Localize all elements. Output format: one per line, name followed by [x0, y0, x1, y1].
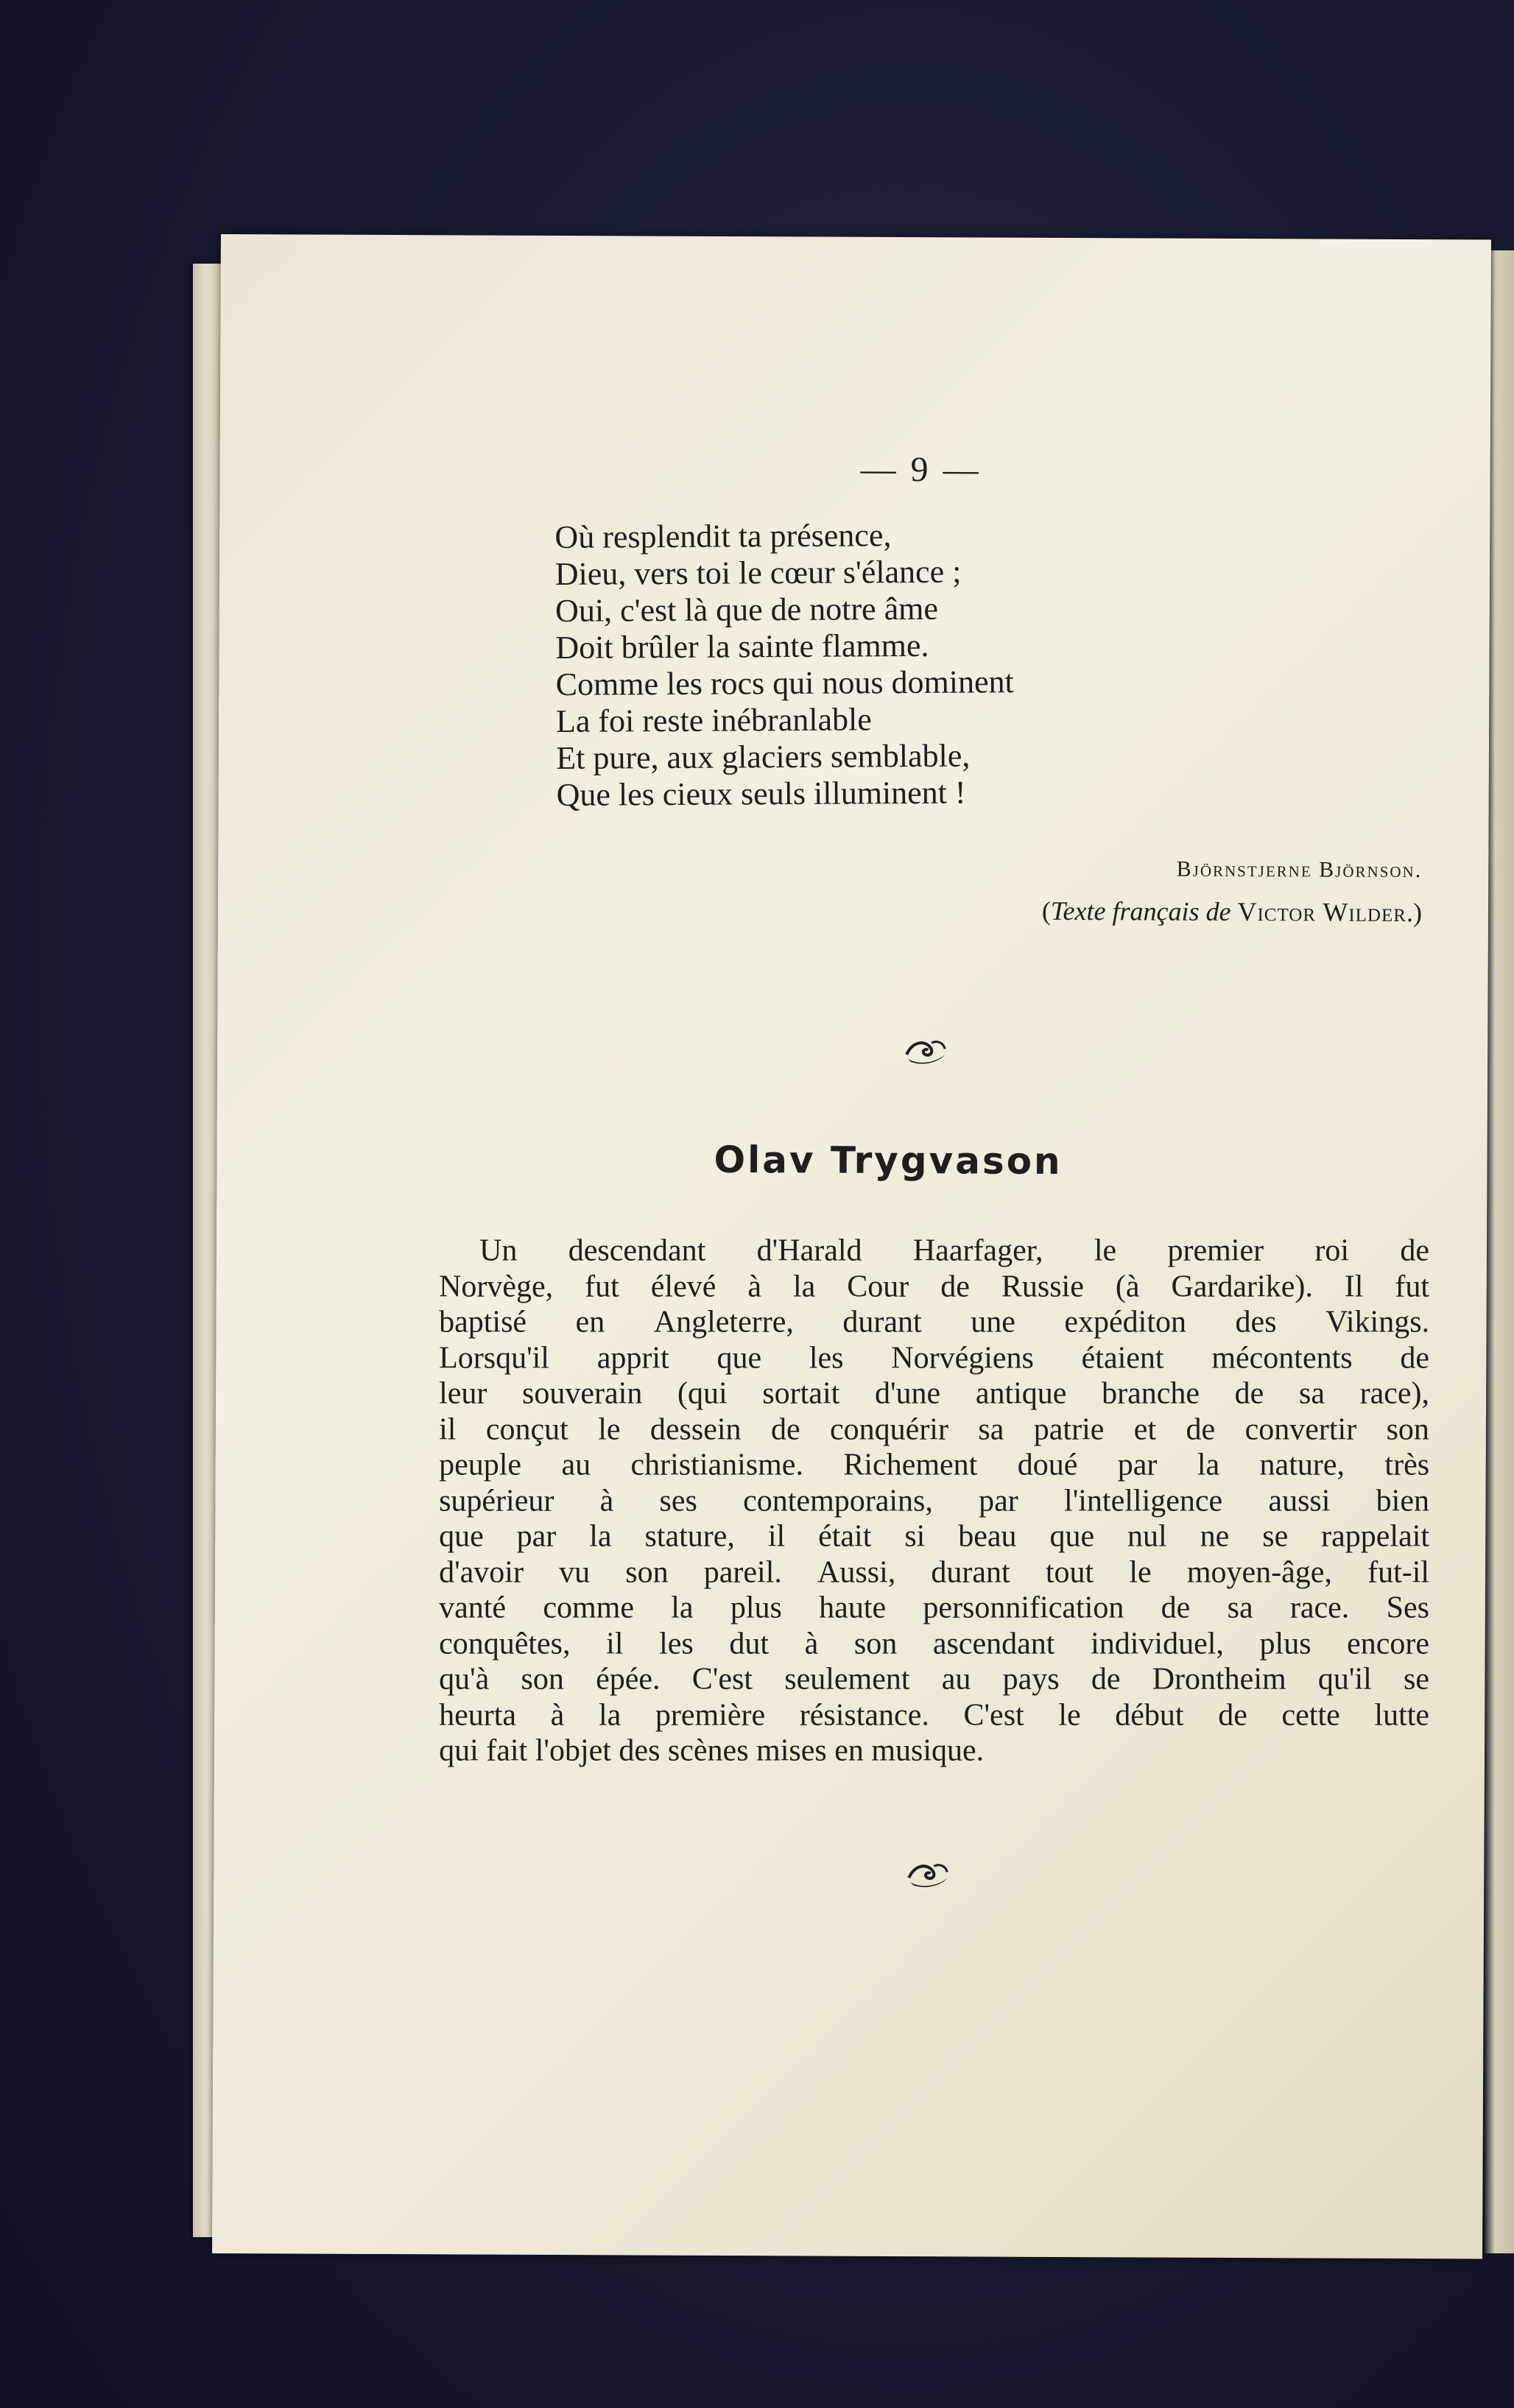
- poem-author: Björnstjerne Björnson.: [1176, 856, 1423, 883]
- paragraph-line: [439, 1304, 1429, 1340]
- word: pays: [1002, 1662, 1060, 1697]
- paragraph-line: [439, 1233, 1429, 1269]
- word: conquérir: [830, 1412, 948, 1446]
- word: cette: [1281, 1697, 1340, 1732]
- word: Richement: [843, 1448, 978, 1482]
- word: de: [770, 1412, 800, 1446]
- word: leur: [439, 1376, 487, 1411]
- word: au: [941, 1662, 971, 1697]
- word: personnification: [923, 1591, 1124, 1625]
- word: se: [1404, 1662, 1430, 1697]
- word: Russie: [1001, 1269, 1084, 1303]
- word: si: [904, 1519, 926, 1554]
- word: plus: [730, 1591, 782, 1625]
- word: la: [671, 1591, 694, 1625]
- word: ascendant: [932, 1626, 1055, 1661]
- word: descendant: [568, 1233, 706, 1268]
- word: nature,: [1259, 1448, 1345, 1482]
- poem-line: La foi reste inébranlable: [555, 701, 872, 739]
- translator-name: Victor Wilder: [1237, 897, 1407, 928]
- poem-line: Que les cieux seuls illuminent !: [556, 774, 966, 813]
- word: souverain: [522, 1376, 643, 1411]
- word: de: [1400, 1233, 1430, 1268]
- word: stature,: [644, 1519, 735, 1554]
- word: par: [1117, 1448, 1158, 1482]
- word: au: [561, 1448, 591, 1482]
- word: aussi: [1268, 1483, 1331, 1518]
- word: que: [439, 1519, 484, 1554]
- word: Haarfager,: [912, 1233, 1043, 1268]
- poem-stanza: [554, 516, 1014, 814]
- paragraph-line: [439, 1340, 1429, 1376]
- word: son: [1386, 1412, 1429, 1446]
- word: que: [716, 1340, 762, 1375]
- paragraph-line: [439, 1626, 1429, 1662]
- word: Drontheim: [1152, 1662, 1286, 1697]
- word: dut: [729, 1626, 770, 1661]
- word: son: [521, 1662, 564, 1697]
- word: que: [1049, 1519, 1095, 1554]
- book-page: [212, 234, 1491, 2259]
- word: antique: [975, 1376, 1067, 1411]
- word: expéditon: [1064, 1305, 1187, 1339]
- fleuron-icon: [902, 1032, 949, 1068]
- word: branche: [1102, 1376, 1200, 1411]
- word: moyen-âge,: [1186, 1555, 1332, 1589]
- word: début: [1115, 1697, 1184, 1732]
- word: haute: [819, 1591, 887, 1625]
- word: qu'à: [439, 1662, 490, 1697]
- word: la: [598, 1697, 622, 1732]
- word: de: [1186, 1412, 1216, 1446]
- word: l'intelligence: [1064, 1483, 1223, 1518]
- word: d'Harald: [756, 1233, 862, 1268]
- word: (qui: [677, 1376, 728, 1411]
- word: Ses: [1386, 1591, 1429, 1625]
- word: durant: [931, 1555, 1010, 1589]
- word: vu: [559, 1555, 591, 1589]
- fleuron-icon: [904, 1856, 951, 1891]
- word: Aussi,: [817, 1555, 896, 1589]
- word: ne: [1200, 1519, 1230, 1554]
- word: à: [550, 1697, 565, 1732]
- word: Norvégiens: [891, 1340, 1034, 1375]
- word: convertir: [1244, 1412, 1357, 1446]
- word: premier: [1167, 1233, 1264, 1268]
- word: de: [1161, 1591, 1191, 1625]
- poem-line: Oui, c'est là que de notre âme: [554, 590, 939, 629]
- word: son: [853, 1626, 898, 1661]
- word: première: [655, 1697, 766, 1732]
- word: plus: [1259, 1626, 1311, 1661]
- word: Vikings.: [1325, 1305, 1430, 1339]
- word: à: [599, 1483, 614, 1518]
- word: à: [804, 1626, 819, 1661]
- word: patrie: [1033, 1412, 1105, 1446]
- paragraph-line: [439, 1697, 1429, 1733]
- word: le: [1058, 1697, 1081, 1732]
- word: il: [767, 1519, 786, 1554]
- word: baptisé: [439, 1305, 527, 1339]
- poem-line: Doit brûler la sainte flamme.: [555, 627, 929, 666]
- word: Un: [479, 1233, 518, 1268]
- paragraph-line: [439, 1518, 1429, 1555]
- word: fut-il: [1367, 1555, 1430, 1589]
- word: nul: [1127, 1519, 1167, 1554]
- word: et: [1133, 1412, 1157, 1446]
- word: des: [1235, 1305, 1277, 1339]
- word: qu'il: [1317, 1662, 1372, 1697]
- word: vanté: [439, 1591, 507, 1625]
- paragraph-line: [439, 1483, 1429, 1519]
- word: sa: [1227, 1591, 1253, 1625]
- paragraph-line: qui fait l'objet des scènes mises en musique.: [439, 1733, 985, 1768]
- word: étaient: [1081, 1340, 1164, 1375]
- poem-line: Et pure, aux glaciers semblable,: [556, 737, 971, 776]
- word: il: [439, 1412, 457, 1446]
- word: était: [818, 1519, 872, 1554]
- word: apprit: [596, 1340, 669, 1375]
- word: seulement: [784, 1662, 910, 1697]
- word: de: [1234, 1376, 1264, 1411]
- paragraph-line: [439, 1447, 1429, 1483]
- paragraph-line: [439, 1269, 1429, 1305]
- word: Angleterre,: [653, 1305, 794, 1339]
- word: d'avoir: [439, 1555, 524, 1589]
- word: lutte: [1374, 1697, 1430, 1732]
- page-number: — 9 —: [860, 449, 982, 490]
- word: rappelait: [1321, 1519, 1430, 1554]
- word: la: [792, 1269, 816, 1303]
- word: Gardarike).: [1171, 1269, 1313, 1303]
- poem-line: Où resplendit ta présence,: [554, 517, 892, 555]
- word: sa: [1298, 1376, 1325, 1411]
- word: la: [589, 1519, 612, 1554]
- word: une: [971, 1305, 1015, 1339]
- word: doué: [1017, 1448, 1078, 1482]
- word: résistance.: [799, 1697, 929, 1732]
- word: supérieur: [439, 1483, 554, 1518]
- word: C'est: [691, 1662, 753, 1697]
- word: conçut: [485, 1412, 568, 1446]
- word: par: [516, 1519, 557, 1554]
- word: encore: [1347, 1626, 1430, 1661]
- body-paragraph: [439, 1233, 1429, 1769]
- word: peuple: [439, 1448, 522, 1482]
- poem-line: Dieu, vers toi le cœur s'élance ;: [554, 553, 962, 592]
- word: race.: [1289, 1591, 1350, 1625]
- word: (à: [1115, 1269, 1140, 1303]
- paren-open: (: [1041, 895, 1051, 926]
- word: se: [1262, 1519, 1289, 1554]
- translation-credit-label: Texte français de: [1050, 895, 1231, 926]
- word: Lorsqu'il: [439, 1340, 549, 1375]
- word: le: [1129, 1555, 1152, 1589]
- word: les: [809, 1340, 844, 1375]
- word: épée.: [596, 1662, 661, 1697]
- word: Il: [1344, 1269, 1364, 1303]
- paragraph-line: [439, 1590, 1429, 1626]
- word: très: [1384, 1448, 1430, 1482]
- word: comme: [543, 1591, 634, 1625]
- word: beau: [958, 1519, 1017, 1554]
- word: son: [625, 1555, 669, 1589]
- word: pareil.: [703, 1555, 782, 1589]
- word: roi: [1314, 1233, 1350, 1268]
- word: Cour: [847, 1269, 909, 1303]
- word: de: [1091, 1662, 1121, 1697]
- word: tout: [1045, 1555, 1094, 1589]
- word: les: [659, 1626, 694, 1661]
- word: de: [940, 1269, 970, 1303]
- word: de: [1400, 1340, 1430, 1375]
- word: bien: [1376, 1483, 1429, 1518]
- word: la: [1197, 1448, 1220, 1482]
- word: sa: [978, 1412, 1004, 1446]
- paren-close: .): [1406, 898, 1423, 928]
- paragraph-line: [439, 1661, 1429, 1697]
- word: contemporains,: [743, 1483, 933, 1518]
- word: dessein: [649, 1412, 742, 1446]
- word: de: [1218, 1697, 1247, 1732]
- word: durant: [842, 1305, 922, 1339]
- word: race),: [1359, 1376, 1430, 1411]
- poem-line: Comme les rocs qui nous dominent: [555, 663, 1014, 703]
- paragraph-line: [439, 1412, 1429, 1448]
- translation-credit: [910, 895, 1422, 928]
- word: il: [606, 1626, 624, 1661]
- word: fut: [585, 1269, 619, 1303]
- section-title: Olav Trygvason: [714, 1138, 1063, 1183]
- word: mécontents: [1211, 1340, 1353, 1375]
- word: christianisme.: [630, 1448, 803, 1482]
- word: individuel,: [1091, 1626, 1224, 1661]
- paragraph-line: [439, 1376, 1429, 1412]
- word: à: [747, 1269, 762, 1303]
- word: le: [598, 1412, 621, 1446]
- word: ses: [659, 1483, 697, 1518]
- word: sortait: [762, 1376, 840, 1411]
- word: C'est: [963, 1697, 1024, 1732]
- word: le: [1094, 1233, 1117, 1268]
- word: d'une: [874, 1376, 941, 1411]
- word: en: [575, 1305, 605, 1339]
- word: fut: [1395, 1269, 1430, 1303]
- word: élevé: [650, 1269, 716, 1303]
- word: heurta: [439, 1697, 517, 1732]
- word: par: [979, 1483, 1018, 1518]
- word: Norvège,: [439, 1269, 554, 1303]
- paragraph-line: [439, 1555, 1429, 1590]
- word: conquêtes,: [439, 1626, 571, 1661]
